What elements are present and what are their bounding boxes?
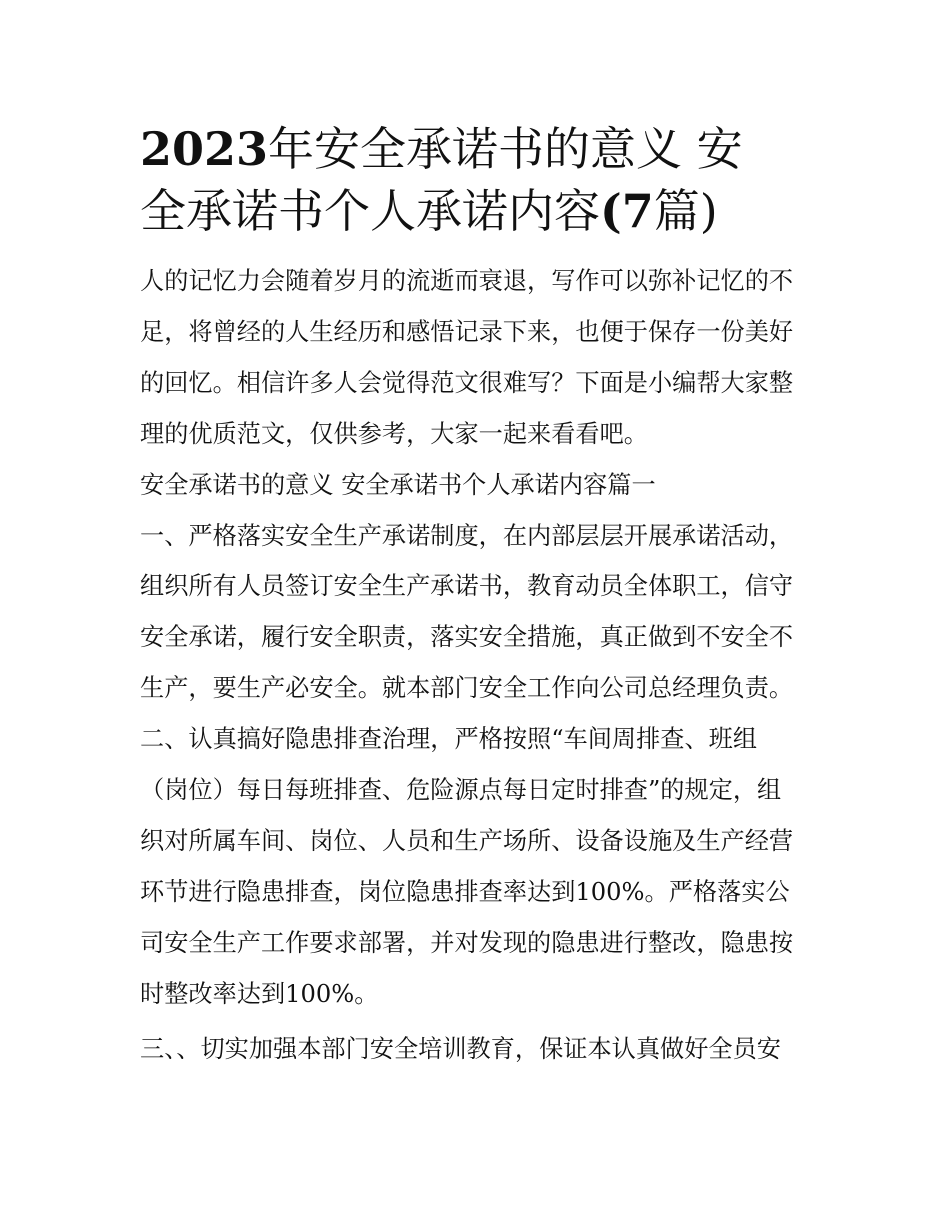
title-line-1 [140, 118, 812, 180]
item-2-line: 二、认真搞好隐患排查治理，严格按照“车间周排查、班组 [140, 725, 758, 754]
item-1-paragraph [140, 511, 812, 715]
item-2-line: 环节进行隐患排查，岗位隐患排查率达到100%。严格落实公 [140, 877, 790, 906]
item-2-paragraph [140, 714, 812, 1019]
intro-line: 人的记忆力会随着岁月的流逝而衰退，写作可以弥补记忆的不 [140, 267, 794, 295]
item-2-line: （岗位）每日每班排查、危险源点每日定时排查”的规定，组 [140, 776, 782, 805]
title-line-2-text: 全承诺书个人承诺内容 [140, 184, 600, 238]
section-heading-text: 安全承诺书的意义 安全承诺书个人承诺内容篇一 [140, 470, 656, 499]
item-3-line: 三、、切实加强本部门安全培训教育，保证本认真做好全员安 [140, 1034, 781, 1063]
title-line-1-text: 年安全承诺书的意义 安 [268, 122, 743, 176]
title-count: (7 [600, 184, 654, 238]
intro-line: 理的优质范文，仅供参考，大家一起来看看吧。 [140, 419, 648, 448]
item-2-line: 司安全生产工作要求部署，并对发现的隐患进行整改，隐患按 [140, 928, 794, 957]
section-heading [140, 460, 812, 511]
document-title [140, 118, 812, 242]
item-3-paragraph [140, 1024, 812, 1075]
document-page [140, 118, 812, 1075]
item-1-line: 安全承诺，履行安全职责，落实安全措施，真正做到不安全不 [140, 623, 794, 652]
item-1-line: 生产，要生产必安全。就本部门安全工作向公司总经理负责。 [140, 674, 794, 703]
intro-line: 足，将曾经的人生经历和感悟记录下来，也便于保存一份美好 [140, 317, 794, 346]
item-2-line: 织对所属车间、岗位、人员和生产场所、设备设施及生产经营 [140, 826, 794, 855]
intro-line: 的回忆。相信许多人会觉得范文很难写？下面是小编帮大家整 [140, 368, 794, 397]
item-1-line: 一、严格落实安全生产承诺制度，在内部层层开展承诺活动， [140, 521, 794, 550]
intro-paragraph [140, 256, 812, 460]
document-body [140, 256, 812, 1075]
title-line-2-tail: 篇) [653, 184, 718, 238]
item-2-line: 时整改率达到100%。 [140, 979, 379, 1008]
item-1-line: 组织所有人员签订安全生产承诺书，教育动员全体职工，信守 [140, 572, 794, 601]
title-line-2 [140, 180, 812, 242]
title-year: 2023 [140, 122, 269, 176]
